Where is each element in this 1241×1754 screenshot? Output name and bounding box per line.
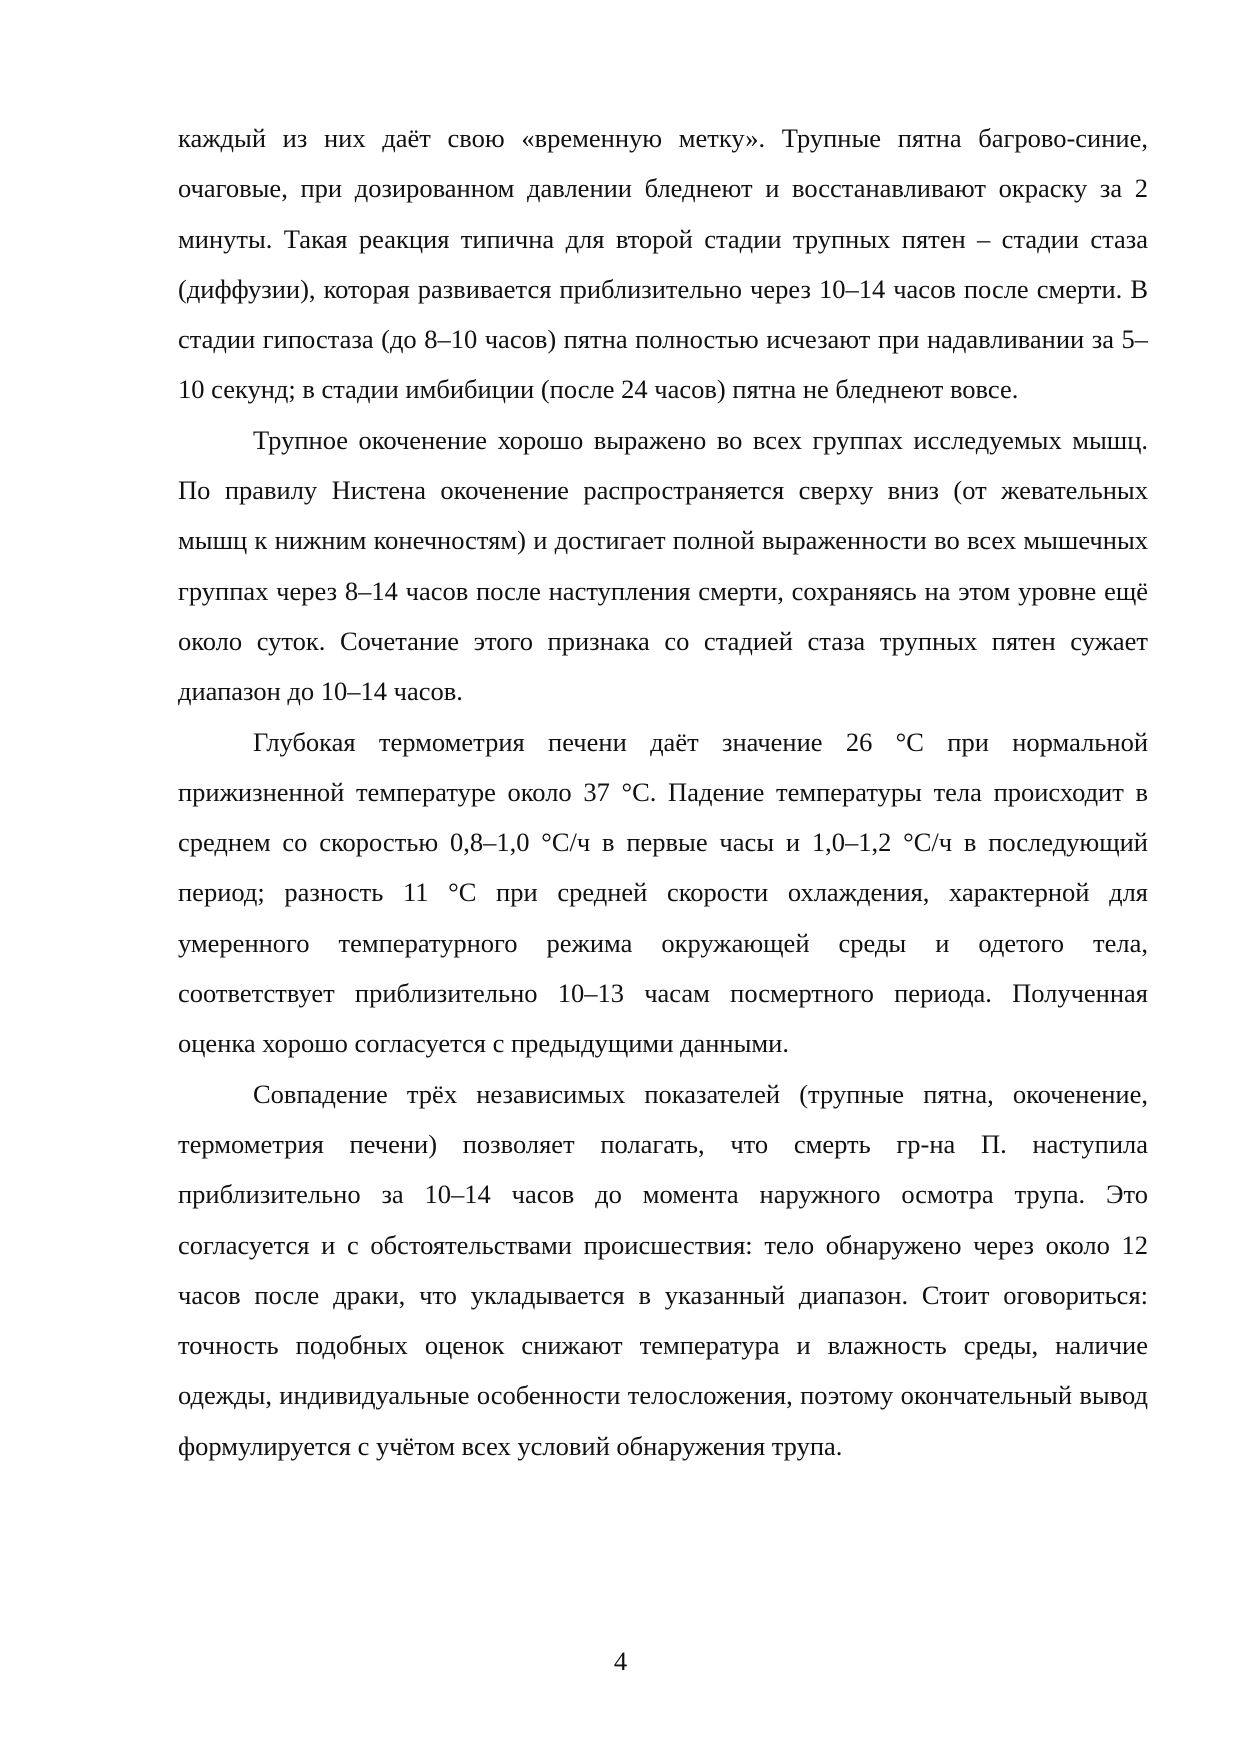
page-number: 4 — [613, 1646, 628, 1676]
paragraph-3: Глубокая термометрия печени даёт значение 26 °С при нормальной прижизненной температуре около 37 °С. Падение температуры тела происходит в среднем со скоростью 0,8–1,0 °С/ч в первые часы и 1,0–1,2 °С/ч в последующий период; разность 11 °С при средней скорости охлаждения, характерной для умеренного температурного режима окружающей среды и одетого тела, соответствует приблизительно 10–13 часам посмертного периода. Полученная оценка хорошо согласуется с предыдущими данными. — [178, 726, 1148, 1059]
paragraph-4: Совпадение трёх независимых показателей (трупные пятна, окоченение, термометрия печени) позволяет полагать, что смерть гр-на П. наступила приблизительно за 10–14 часов до момента наружного осмотра трупа. Это согласуется и с обстоятельствами происшествия: тело обнаружено через около 12 часов после драки, что укладывается в указанный диапазон. Стоит оговориться: точность подобных оценок снижают температура и влажность среды, наличие одежды, индивидуальные особенности телосложения, поэтому окончательный вывод формулируется с учётом всех условий обнаружения трупа. — [178, 1078, 1148, 1461]
page-body — [178, 113, 1148, 1471]
paragraph-2: Трупное окоченение хорошо выражено во всех группах исследуемых мышц. По правилу Нистена окоченение распространяется сверху вниз (от жевательных мышц к нижним конечностям) и достигает полной выраженности во всех мышечных группах через 8–14 часов после наступления смерти, сохраняясь на этом уровне ещё около суток. Сочетание этого признака со стадией стаза трупных пятен сужает диапазон до 10–14 часов. — [178, 424, 1148, 707]
paragraph-1: каждый из них даёт свою «временную метку». Трупные пятна багрово-синие, очаговые, при дозированном давлении бледнеют и восстанавливают окраску за 2 минуты. Такая реакция типична для второй стадии трупных пятен – стадии стаза (диффузии), которая развивается приблизительно через 10–14 часов после смерти. В стадии гипостаза (до 8–10 часов) пятна полностью исчезают при надавливании за 5–10 секунд; в стадии имбибиции (после 24 часов) пятна не бледнеют вовсе. — [178, 123, 1148, 405]
